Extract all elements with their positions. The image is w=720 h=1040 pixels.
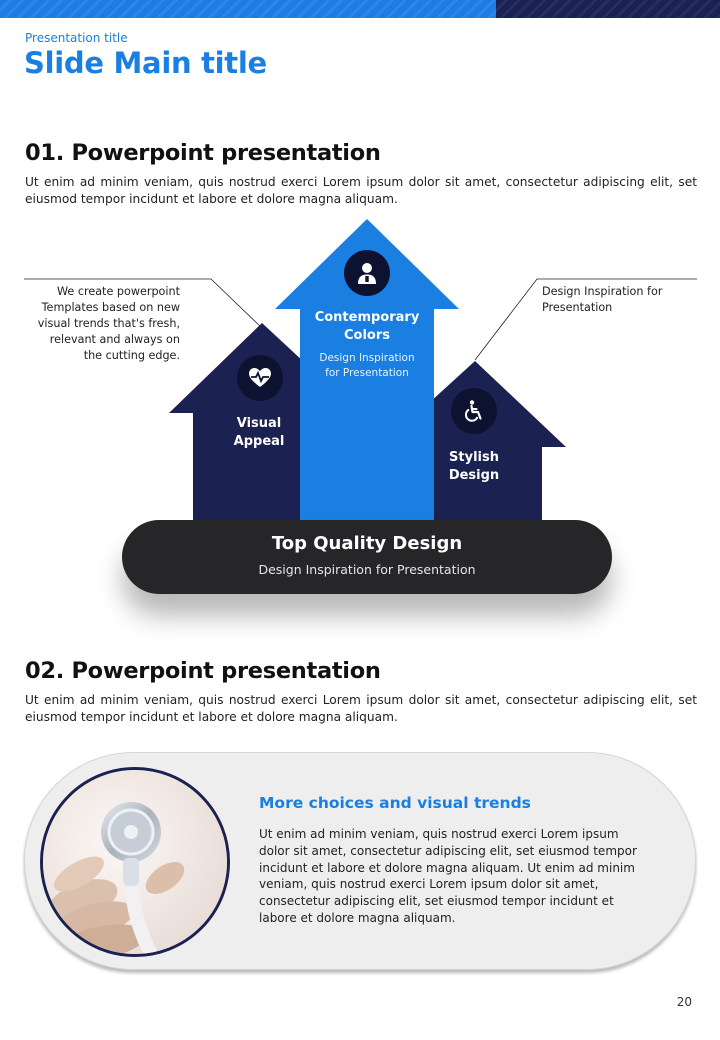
arrow-contemporary-colors-title: Contemporary Colors (314, 310, 420, 343)
top-accent-bar-navy (496, 0, 720, 18)
stethoscope-photo (40, 767, 230, 957)
callout-right-text: Design Inspiration for Presentation (542, 285, 663, 314)
arrow-stylish-design-title: Stylish Design (448, 450, 500, 483)
info-card (24, 752, 696, 970)
card-body: Ut enim ad minim veniam, quis nostrud exerci Lorem ipsum dolor sit amet, consectetur adipiscing elit, set eiusmod tempor incidunt et labore et dolore magna aliquam. Ut enim ad minim veniam, quis nostrud exerci Lorem ipsum dolor sit amet, consectetur adipiscing elit, set eiusmod tempor incidunt et labore et dolore magna aliquam. (259, 827, 637, 925)
arrow-visual-appeal-title: Visual Appeal (233, 416, 285, 449)
section2-body: Ut enim ad minim veniam, quis nostrud exerci Lorem ipsum dolor sit amet, consectetur adipiscing elit, set eiusmod tempor incidunt et labore et dolore magna aliquam. (25, 693, 697, 724)
heart-pulse-icon (237, 355, 283, 401)
arrow-contemporary-colors-subtitle: Design Inspiration for Presentation (319, 352, 415, 379)
page-number: 20 (676, 995, 692, 1009)
wheelchair-icon (451, 388, 497, 434)
top-accent-bar-blue (0, 0, 496, 18)
section1-body: Ut enim ad minim veniam, quis nostrud exerci Lorem ipsum dolor sit amet, consectetur adipiscing elit, set eiusmod tempor incidunt et labore et dolore magna aliquam. (25, 175, 697, 206)
base-bar-title: Top Quality Design (271, 533, 463, 554)
card-title: More choices and visual trends (259, 794, 531, 812)
top-accent-bar (0, 0, 720, 18)
arrow-diagram (0, 215, 720, 645)
arrow-stylish-design (418, 361, 566, 520)
callout-left-text: We create powerpoint Templates based on new visual trends that's fresh, relevant and always on the cutting edge. (37, 285, 180, 362)
base-bar-subtitle: Design Inspiration for Presentation (258, 562, 476, 577)
section1-title: 01. Powerpoint presentation (25, 140, 381, 166)
user-icon (344, 250, 390, 296)
base-bar (122, 520, 612, 594)
slide-main-title: Slide Main title (24, 46, 267, 80)
presentation-title: Presentation title (25, 31, 128, 45)
section2-title: 02. Powerpoint presentation (25, 658, 381, 684)
